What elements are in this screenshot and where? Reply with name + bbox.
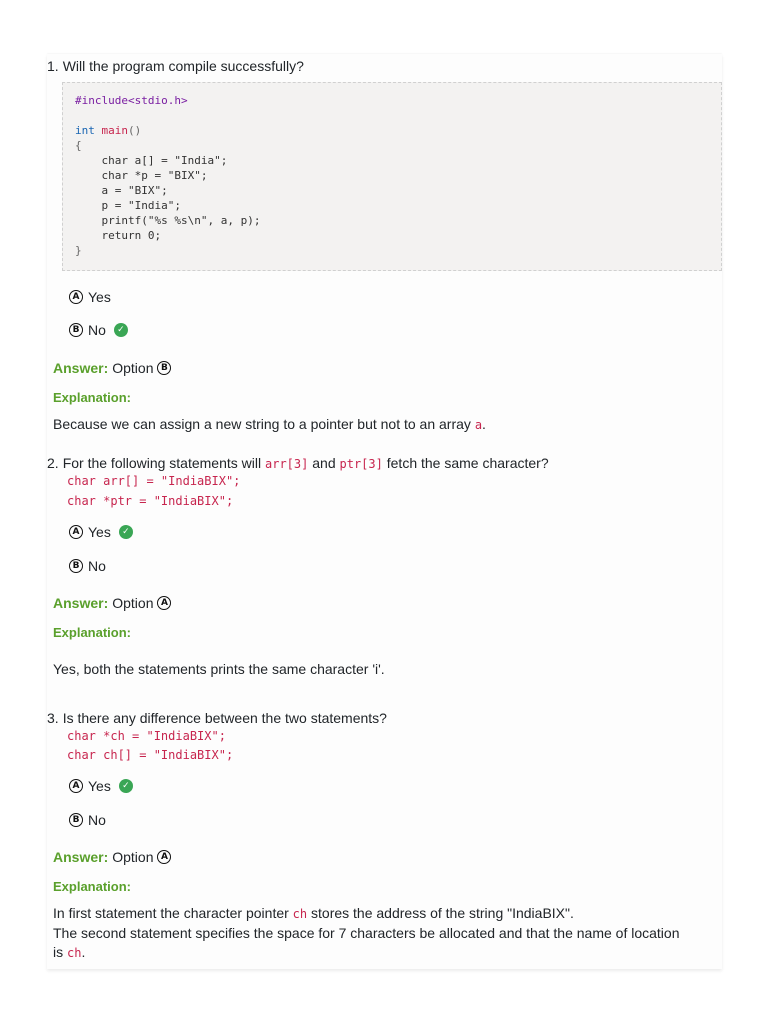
answer-row (53, 595, 171, 611)
question-code: ptr[3] (339, 457, 383, 471)
question-text: fetch the same character? (386, 455, 549, 471)
explanation-code: ch (292, 907, 308, 921)
explanation-body: is (53, 944, 64, 960)
question-number: 2. (47, 455, 59, 471)
circled-letter-icon: B (157, 361, 171, 375)
code-include: #include<stdio.h> (75, 94, 188, 107)
option-label: No (88, 322, 106, 338)
explanation-heading: Explanation: (53, 879, 132, 894)
code-line: char *p = "BIX"; (101, 169, 208, 182)
question-text: For the following statements will (62, 455, 262, 471)
explanation-end: . (482, 416, 486, 432)
option-label: No (88, 558, 106, 574)
question-1 (47, 58, 304, 74)
question-text: Is there any difference between the two statements? (62, 710, 387, 726)
code-line: p = "India"; (101, 199, 181, 212)
circled-letter-icon: A (157, 850, 171, 864)
option-a[interactable] (69, 524, 133, 540)
explanation-body: In first statement the character pointer (53, 905, 289, 921)
option-label: No (88, 812, 106, 828)
explanation-text (53, 415, 486, 435)
circled-letter-icon: B (69, 559, 83, 573)
question-number: 1. (47, 58, 59, 74)
check-circle-icon: ✓ (119, 779, 133, 793)
explanation-text (53, 904, 721, 963)
code-close-brace: } (75, 244, 82, 257)
explanation-heading: Explanation: (53, 625, 132, 640)
explanation-body: stores the address of the string "IndiaBIX". (311, 905, 574, 921)
question-text: Will the program compile successfully? (62, 58, 304, 74)
answer-label: Answer: (53, 360, 109, 376)
explanation-heading: Explanation: (53, 390, 132, 405)
check-circle-icon: ✓ (119, 525, 133, 539)
question-2 (47, 455, 549, 471)
answer-option-text: Option (112, 595, 154, 611)
code-listing (75, 93, 260, 258)
explanation-body: Because we can assign a new string to a pointer but not to an array (53, 416, 471, 432)
circled-letter-icon: A (69, 290, 83, 304)
code-parens: () (128, 124, 142, 137)
answer-label: Answer: (53, 849, 109, 865)
option-b[interactable] (69, 322, 128, 338)
circled-letter-icon: A (69, 525, 83, 539)
option-a[interactable] (69, 289, 111, 305)
question-code: arr[3] (265, 457, 309, 471)
explanation-end: . (81, 944, 86, 960)
code-line: return 0; (101, 229, 162, 242)
code-line: a = "BIX"; (101, 184, 168, 197)
code-line: char ch[] = "IndiaBIX"; (67, 748, 234, 762)
explanation-code: a (474, 418, 483, 432)
question-text: and (312, 455, 336, 471)
explanation-text: Yes, both the statements prints the same character 'i'. (53, 661, 385, 677)
answer-label: Answer: (53, 595, 109, 611)
explanation-body: The second statement specifies the space for 7 characters be allocated and that the name of location (53, 925, 680, 941)
option-label: Yes (88, 778, 111, 794)
code-function: main (101, 124, 128, 137)
code-line: char *ch = "IndiaBIX"; (67, 729, 226, 743)
answer-row (53, 849, 171, 865)
circled-letter-icon: A (157, 596, 171, 610)
code-line: char *ptr = "IndiaBIX"; (67, 494, 234, 508)
code-open-brace: { (75, 139, 82, 152)
question-number: 3. (47, 710, 59, 726)
answer-option-text: Option (112, 360, 154, 376)
option-label: Yes (88, 289, 111, 305)
code-line: printf("%s %s\n", a, p); (101, 214, 261, 227)
check-circle-icon: ✓ (114, 323, 128, 337)
option-a[interactable] (69, 778, 133, 794)
option-b[interactable] (69, 558, 106, 574)
circled-letter-icon: B (69, 813, 83, 827)
answer-row (53, 360, 171, 376)
question-3 (47, 710, 387, 726)
code-block (62, 82, 722, 271)
circled-letter-icon: A (69, 779, 83, 793)
code-line: char a[] = "India"; (101, 154, 228, 167)
circled-letter-icon: B (69, 323, 83, 337)
answer-option-text: Option (112, 849, 154, 865)
option-b[interactable] (69, 812, 106, 828)
option-label: Yes (88, 524, 111, 540)
code-line: char arr[] = "IndiaBIX"; (67, 474, 241, 488)
code-keyword: int (75, 124, 95, 137)
explanation-code: ch (67, 946, 82, 960)
